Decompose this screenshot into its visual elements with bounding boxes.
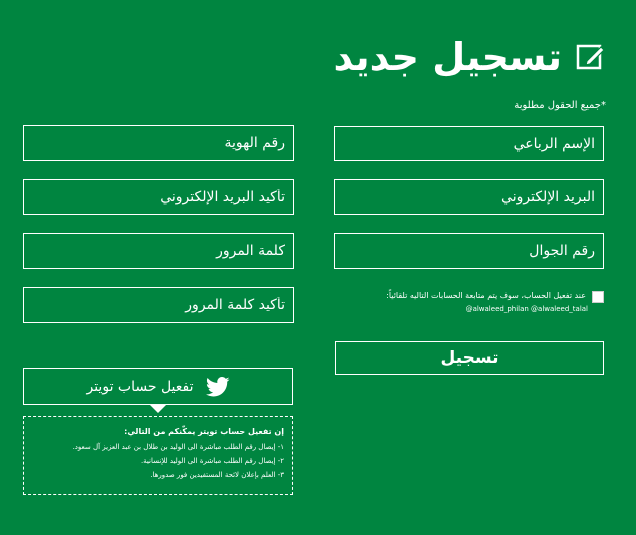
page-header (333, 35, 606, 79)
confirm-password-input[interactable] (23, 287, 294, 323)
twitter-info-item: ١- إيصال رقم الطلب مباشرة الى الوليد بن طلال بن عبد العزيز آل سعود. (72, 443, 284, 451)
follow-option (386, 290, 604, 303)
twitter-activate-button[interactable] (23, 368, 293, 405)
twitter-info-box (23, 416, 293, 495)
id-number-input[interactable] (23, 125, 294, 161)
password-input[interactable] (23, 233, 294, 269)
twitter-info-heading: إن تفعيل حساب تويتر يمكّنكم من التالي: (124, 427, 284, 436)
confirm-email-input[interactable] (23, 179, 294, 215)
tooltip-arrow (150, 405, 166, 413)
follow-label: عند تفعيل الحساب، سوف يتم متابعة الحسابات التاليه تلقائياً: (386, 291, 586, 300)
required-note: *جميع الحقول مطلوبة (514, 100, 606, 111)
follow-handles: @alwaleed_philan @alwaleed_talal (465, 305, 588, 313)
twitter-activate-label: تفعيل حساب تويتر (86, 378, 194, 395)
mobile-input[interactable] (334, 233, 604, 269)
twitter-info-item: ٢- إيصال رقم الطلب مباشرة الى الوليد للإنسانية. (140, 457, 284, 465)
twitter-info-item: ٣- العلم بإعلان لائحة المستفيدين فور صدورها. (150, 471, 284, 479)
twitter-bird-icon (206, 377, 230, 397)
edit-icon (576, 42, 606, 72)
full-name-input[interactable] (334, 126, 604, 161)
page-title: تسجيل جديد (333, 35, 562, 79)
follow-checkbox[interactable] (592, 291, 604, 303)
email-input[interactable] (334, 179, 604, 215)
register-button[interactable]: تسجيل (335, 341, 604, 375)
